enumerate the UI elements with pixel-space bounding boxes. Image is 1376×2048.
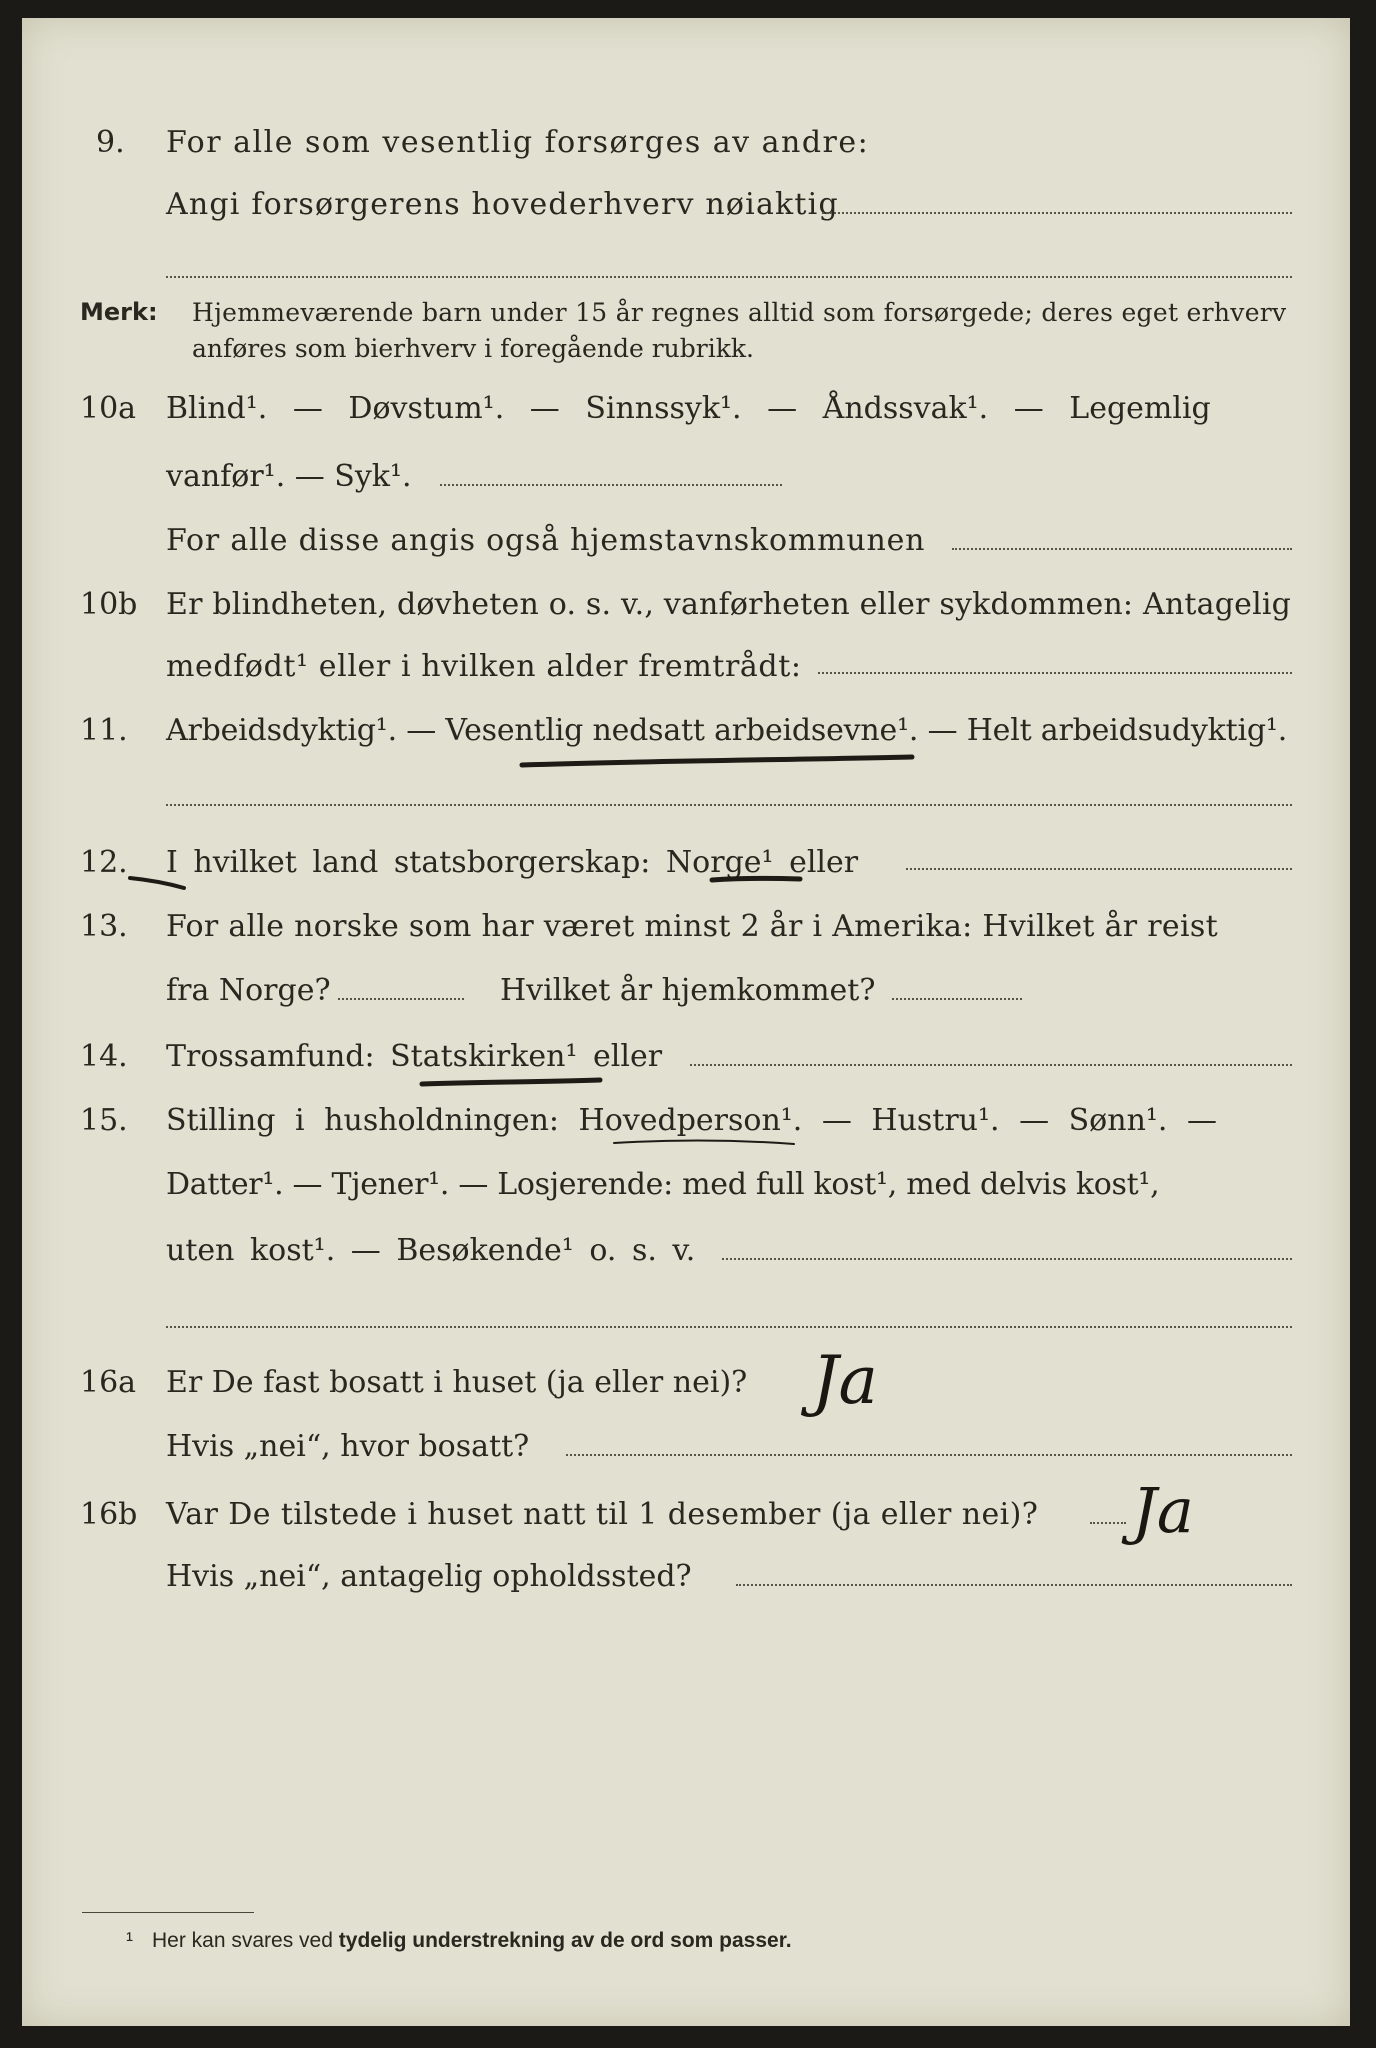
q9-number: 9. [96, 125, 125, 160]
q16b-handwritten-answer[interactable]: Ja [1132, 1474, 1194, 1547]
mark-q12 [130, 878, 184, 888]
underline-norge [712, 878, 800, 880]
q10b-line2: medfødt¹ eller i hvilken alder fremtrådt: [166, 649, 802, 684]
q16a-line2: Hvis „nei“, hvor bosatt? [166, 1429, 530, 1464]
q12-line1: I hvilket land statsborgerskap: Norge¹ eller [166, 845, 859, 880]
q11-number: 11. [80, 713, 128, 748]
q16b-line1: Var De tilstede i huset natt til 1 desember (ja eller nei)? [166, 1497, 1039, 1532]
q10b-line1: Er blindheten, døvheten o. s. v., vanførheten eller sykdommen: Antagelig [166, 587, 1292, 622]
q16a-line1: Er De fast bosatt i huset (ja eller nei)? [166, 1365, 748, 1400]
q15-line2: Datter¹. — Tjener¹. — Losjerende: med full kost¹, med delvis kost¹, [166, 1167, 1160, 1202]
q9-line2: Angi forsørgerens hovederhverv nøiaktig [166, 187, 839, 222]
q10a-line1: Blind¹. — Døvstum¹. — Sinnssyk¹. — Åndssvak¹. — Legemlig [166, 391, 1211, 426]
q15-line3: uten kost¹. — Besøkende¹ o. s. v. [166, 1233, 696, 1268]
merk-label: Merk: [80, 298, 158, 326]
q16a-number: 16a [80, 1365, 137, 1400]
footnote-text-bold: tydelig understrekning av de ord som passer. [338, 1929, 792, 1952]
q10a-number: 10a [80, 391, 137, 426]
q12-number: 12. [80, 845, 128, 880]
merk-line2: anføres som bierhverv i foregående rubrikk. [192, 334, 754, 363]
underline-statskirken [422, 1080, 600, 1084]
q13-line2a: fra Norge? [166, 973, 331, 1008]
q13-number: 13. [80, 909, 128, 944]
merk-line1: Hjemmeværende barn under 15 år regnes alltid som forsørgede; deres eget erhverv [192, 298, 1287, 327]
q16b-number: 16b [80, 1497, 138, 1532]
q11-line1: Arbeidsdyktig¹. — Vesentlig nedsatt arbeidsevne¹. — Helt arbeidsudyktig¹. [166, 713, 1288, 748]
q15-line1: Stilling i husholdningen: Hovedperson¹. — Hustru¹. — Sønn¹. — [166, 1103, 1217, 1138]
underline-vesentlig-nedsatt [522, 757, 912, 765]
q13-line1: For alle norske som har været minst 2 år i Amerika: Hvilket år reist [166, 909, 1218, 944]
q14-number: 14. [80, 1039, 128, 1074]
footnote-text-plain: Her kan svares ved [152, 1929, 333, 1952]
q16a-handwritten-answer[interactable]: Ja [812, 1342, 878, 1419]
underline-hovedperson [614, 1140, 794, 1144]
q10a-line3: For alle disse angis også hjemstavnskommunen [166, 523, 926, 558]
q16b-line2: Hvis „nei“, antagelig opholdssted? [166, 1559, 692, 1594]
q15-number: 15. [80, 1103, 128, 1138]
q10b-number: 10b [80, 587, 138, 622]
q14-line1: Trossamfund: Statskirken¹ eller [166, 1039, 663, 1074]
footnote-mark: ¹ [126, 1929, 133, 1952]
q10a-line2: vanfør¹. — Syk¹. [166, 459, 412, 494]
q13-line2b: Hvilket år hjemkommet? [500, 973, 876, 1008]
q9-line1: For alle som vesentlig forsørges av andre: [166, 125, 870, 160]
